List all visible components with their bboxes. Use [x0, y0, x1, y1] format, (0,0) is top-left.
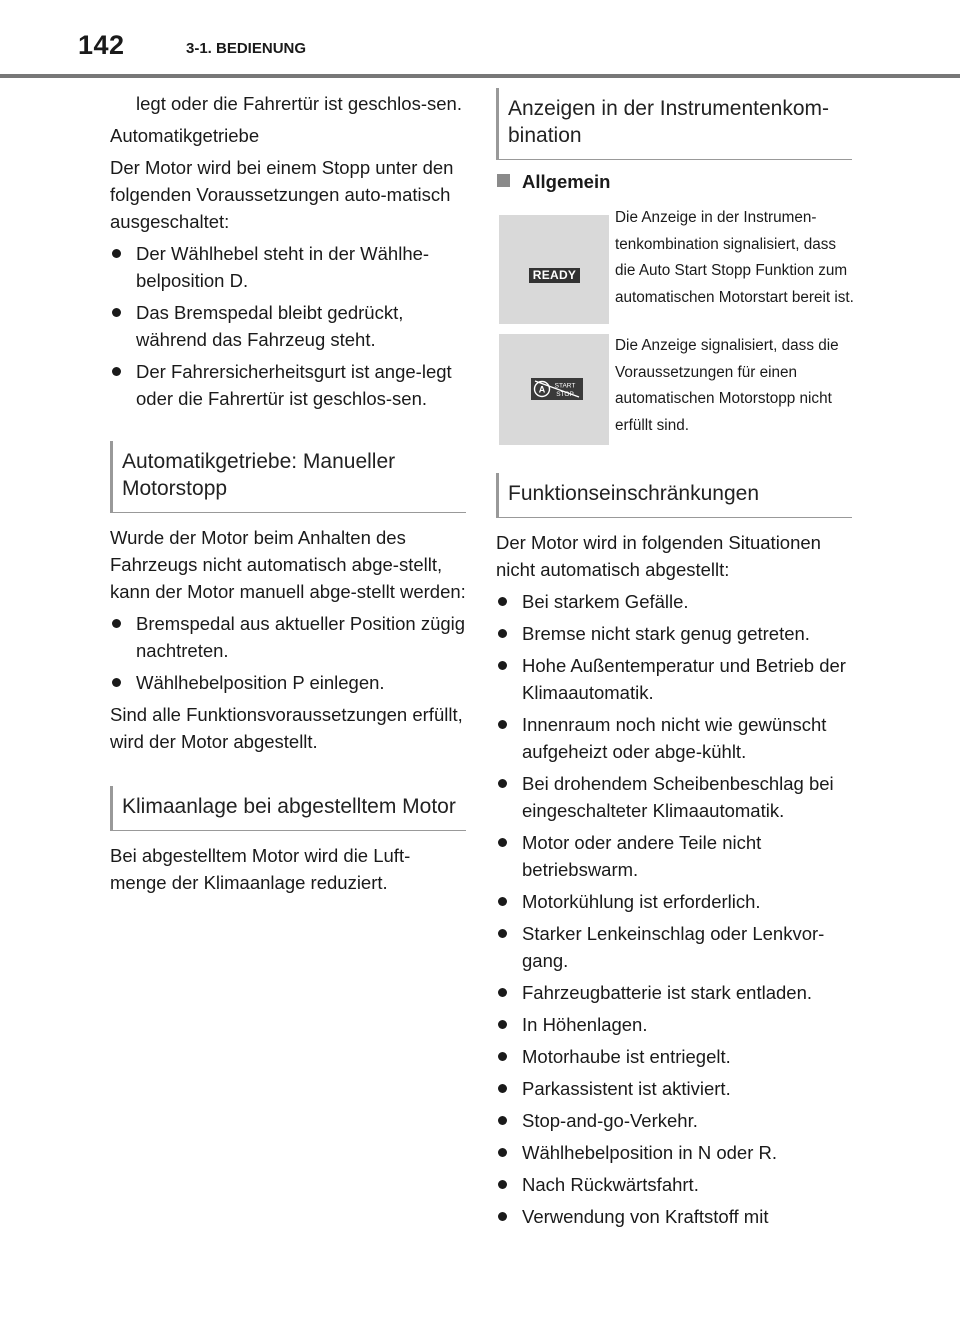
automatic-text: Der Motor wird bei einem Stopp unter den folgenden Voraussetzungen auto-matisch ausgeschaltet:: [110, 157, 454, 232]
header-rule: [0, 74, 960, 78]
list-item: Hohe Außentemperatur und Betrieb der Klimaautomatik.: [496, 652, 852, 706]
list-item: Verwendung von Kraftstoff mit: [496, 1203, 852, 1230]
list-item: Motorhaube ist entriegelt.: [496, 1043, 852, 1070]
manual-stop-list: [110, 610, 466, 696]
list-item: Der Fahrersicherheitsgurt ist ange-legt oder die Fahrertür ist geschlos-sen.: [110, 358, 466, 412]
list-item: Nach Rückwärtsfahrt.: [496, 1171, 852, 1198]
climate-text: Bei abgestelltem Motor wird die Luft-menge der Klimaanlage reduziert.: [110, 845, 411, 893]
list-item: Das Bremspedal bleibt gedrückt, während das Fahrzeug steht.: [110, 299, 466, 353]
indicator-startstop-row: [496, 334, 852, 449]
startstop-indicator-image: [499, 334, 609, 445]
list-item: Wählhebelposition in N oder R.: [496, 1139, 852, 1166]
list-item: Motor oder andere Teile nicht betriebswarm.: [496, 829, 852, 883]
page-number: 142: [78, 30, 125, 60]
automatic-conditions-list: [110, 240, 466, 412]
limitations-text: Der Motor wird in folgenden Situationen nicht automatisch abgestellt:: [496, 532, 821, 580]
list-item: Stop-and-go-Verkehr.: [496, 1107, 852, 1134]
list-item: Der Wählhebel steht in der Wählhe-belposition D.: [110, 240, 466, 294]
limitations-list: [496, 588, 852, 1230]
automatic-title: Automatikgetriebe: [110, 125, 260, 146]
intro-continuation: legt oder die Fahrertür ist geschlos-sen.: [136, 93, 462, 114]
manual-stop-result: Sind alle Funktionsvoraussetzungen erfüllt, wird der Motor abgestellt.: [110, 704, 463, 752]
list-item: Innenraum noch nicht wie gewünscht aufgeheizt oder abge-kühlt.: [496, 711, 852, 765]
list-item: Starker Lenkeinschlag oder Lenkvor-gang.: [496, 920, 852, 974]
ready-indicator-description: Die Anzeige in der Instrumen-tenkombination signalisiert, dass die Auto Start Stopp Funktion zum automatischen Motorstart bereit ist.: [615, 209, 854, 306]
general-label: Allgemein: [522, 171, 611, 192]
ready-indicator-image: [499, 215, 609, 324]
auto-start-stop-off-icon: [531, 378, 583, 400]
manual-stop-text: Wurde der Motor beim Anhalten des Fahrzeugs nicht automatisch abge-stellt, kann der Motor manuell abge-stellt werden:: [110, 527, 466, 602]
list-item: Wählhebelposition P einlegen.: [110, 669, 466, 696]
page-header: [0, 0, 960, 78]
list-item: Parkassistent ist aktiviert.: [496, 1075, 852, 1102]
square-bullet-icon: [497, 174, 510, 187]
chapter-title: 3-1. BEDIENUNG: [186, 40, 307, 57]
display-heading: Anzeigen in der Instrumentenkom-bination: [496, 88, 852, 160]
general-subheading: [496, 168, 852, 195]
list-item: In Höhenlagen.: [496, 1011, 852, 1038]
list-item: Bei starkem Gefälle.: [496, 588, 852, 615]
ready-indicator-icon: READY: [529, 268, 580, 283]
climate-heading: Klimaanlage bei abgestelltem Motor: [110, 786, 466, 831]
svg-text:A: A: [538, 384, 546, 395]
start-label: START: [554, 382, 576, 390]
limitations-heading: Funktionseinschränkungen: [496, 473, 852, 518]
left-column: [110, 90, 466, 896]
list-item: Bremse nicht stark genug getreten.: [496, 620, 852, 647]
list-item: Bremspedal aus aktueller Position zügig nachtreten.: [110, 610, 466, 664]
list-item: Fahrzeugbatterie ist stark entladen.: [496, 979, 852, 1006]
list-item: Motorkühlung ist erforderlich.: [496, 888, 852, 915]
right-column: [496, 88, 852, 1230]
indicator-ready-row: [496, 203, 852, 325]
stop-label: STOP: [556, 391, 574, 398]
startstop-indicator-description: Die Anzeige signalisiert, dass die Voraussetzungen für einen automatischen Motorstopp nicht erfüllt sind.: [615, 337, 839, 434]
list-item: Bei drohendem Scheibenbeschlag bei eingeschalteter Klimaautomatik.: [496, 770, 852, 824]
manual-stop-heading: Automatikgetriebe: Manueller Motorstopp: [110, 441, 466, 513]
